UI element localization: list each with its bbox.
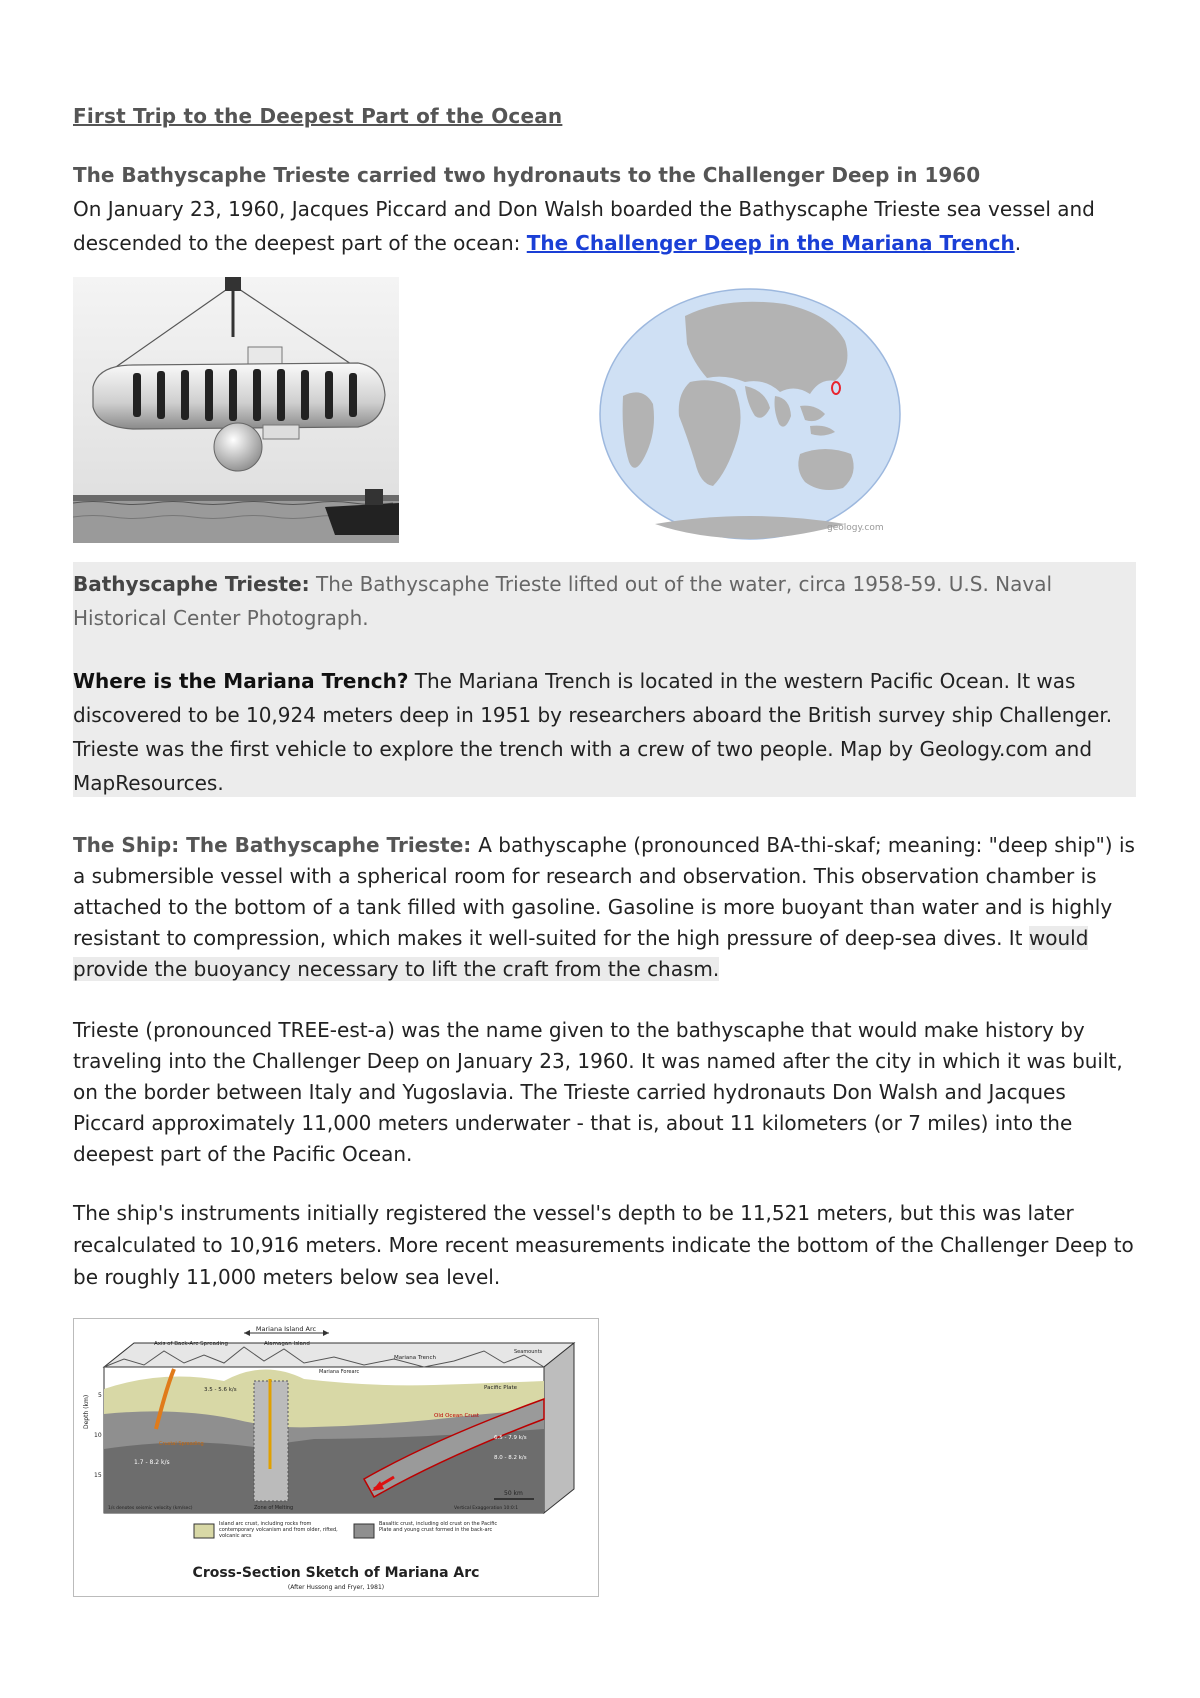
label-forearc: Mariana Forearc xyxy=(319,1369,360,1375)
depth-5: 5 xyxy=(98,1392,102,1399)
trieste-name-paragraph: Trieste (pronounced TREE-est-a) was the name given to the bathyscaphe that would make history by traveling into the Challenger Deep on January 23, 1960. It was named after the city in which it was built, on the border between Italy and Yugoslavia. The Trieste carried hydronauts Don Walsh and Jacques Piccard approximately 11,000 meters underwater - that is, about 11 kilometers (or 7 miles) into the deepest part of the Pacific Ocean. xyxy=(73,1018,1123,1166)
depth-paragraph: The ship's instruments initially registered the vessel's depth to be 11,521 meters, but this was later recalculated to 10,916 meters. More recent measurements indicate the bottom of the Challenger Deep to be roughly 11,000 meters below sea level. xyxy=(73,1201,1134,1289)
depth-10: 10 xyxy=(94,1432,102,1439)
page-title: First Trip to the Deepest Part of the Ocean xyxy=(73,104,563,128)
map-caption xyxy=(73,664,1128,800)
challenger-deep-link[interactable]: The Challenger Deep in the Mariana Trench xyxy=(526,231,1015,255)
label-v4: 3.5 - 5.6 k/s xyxy=(204,1387,237,1393)
label-alamagan: Alamagan Island xyxy=(264,1341,310,1347)
arc-label: Mariana Island Arc xyxy=(255,1325,317,1333)
ship-label: The Ship: The Bathyscaphe Trieste xyxy=(73,833,464,857)
trieste-photo xyxy=(73,277,399,543)
label-v2: 6.5 - 7.9 k/s xyxy=(494,1435,527,1441)
caption2-text: The Mariana Trench is located in the western Pacific Ocean. It was discovered to be 10,924 meters deep in 1951 by researchers aboard the British survey ship Challenger. Trieste was the first vehicle to explore the trench with a crew of two people. Map by Geology.com and MapResources. xyxy=(73,669,1113,795)
label-seamounts: Seamounts xyxy=(514,1349,543,1355)
world-map-globe xyxy=(595,286,905,544)
legend-island-arc: Island arc crust, including rocks from contemporary volcanism and from older, rifted, volcanic arcs xyxy=(219,1521,338,1539)
label-scale: 50 km xyxy=(504,1490,523,1497)
depth-axis-label: Depth (km) xyxy=(83,1394,90,1429)
ship-text: A bathyscaphe (pronounced BA-thi-skaf; meaning: "deep ship") is a submersible vessel with a spherical room for research and observation. This observation chamber is attached to the bottom of a tank filled with gasoline. Gasoline is more buoyant than water and is highly resistant to compression, which makes it well-suited for the high pressure of deep-sea dives. It xyxy=(73,833,1135,950)
label-crustal: Crustal Spreading xyxy=(159,1441,204,1447)
caption2-label: Where is the Mariana Trench? xyxy=(73,669,409,693)
label-v3: 8.0 - 8.2 k/s xyxy=(494,1455,527,1461)
label-old-crust: Old Ocean Crust xyxy=(434,1413,480,1419)
ship-highlight: would provide the buoyancy necessary to lift the craft from the chasm. xyxy=(73,926,1089,981)
label-velocity-note: 1/s denotes seismic velocity (km/sec) xyxy=(108,1506,193,1511)
intro-paragraph xyxy=(73,192,1133,260)
intro-text: On January 23, 1960, Jacques Piccard and Don Walsh boarded the Bathyscaphe Trieste sea vessel and descended to the deepest part of the ocean: xyxy=(73,197,1095,255)
diagram-title: Cross-Section Sketch of Mariana Arc xyxy=(192,1565,480,1581)
legend-basaltic: Basaltic crust, including old crust on the Pacific Plate and young crust formed in the back-arc xyxy=(379,1521,498,1533)
label-axis-spreading: Axis of Back-Arc Spreading xyxy=(154,1341,228,1347)
label-zone: Zone of Melting xyxy=(254,1505,294,1511)
label-pacific-plate: Pacific Plate xyxy=(484,1385,517,1391)
label-trench: Mariana Trench xyxy=(394,1355,436,1361)
label-v1: 1.7 - 8.2 k/s xyxy=(134,1459,170,1466)
intro-end: . xyxy=(1014,231,1022,255)
ship-paragraph xyxy=(73,830,1138,985)
diagram-source: (After Hussong and Fryer, 1981) xyxy=(287,1584,385,1591)
label-exag: Vertical Exaggeration 10:0:1 xyxy=(454,1506,519,1511)
depth-15: 15 xyxy=(94,1472,102,1479)
caption1-text: The Bathyscaphe Trieste lifted out of the water, circa 1958-59. U.S. Naval Historical Center Photograph. xyxy=(73,572,1053,630)
ship-colon: : xyxy=(463,833,479,857)
caption1-label: Bathyscaphe Trieste: xyxy=(73,572,310,596)
photo-caption xyxy=(73,567,1128,635)
subtitle: The Bathyscaphe Trieste carried two hydronauts to the Challenger Deep in 1960 xyxy=(73,163,981,187)
mariana-cross-section-diagram xyxy=(73,1318,599,1597)
geology-credit: geology.com xyxy=(827,523,884,533)
